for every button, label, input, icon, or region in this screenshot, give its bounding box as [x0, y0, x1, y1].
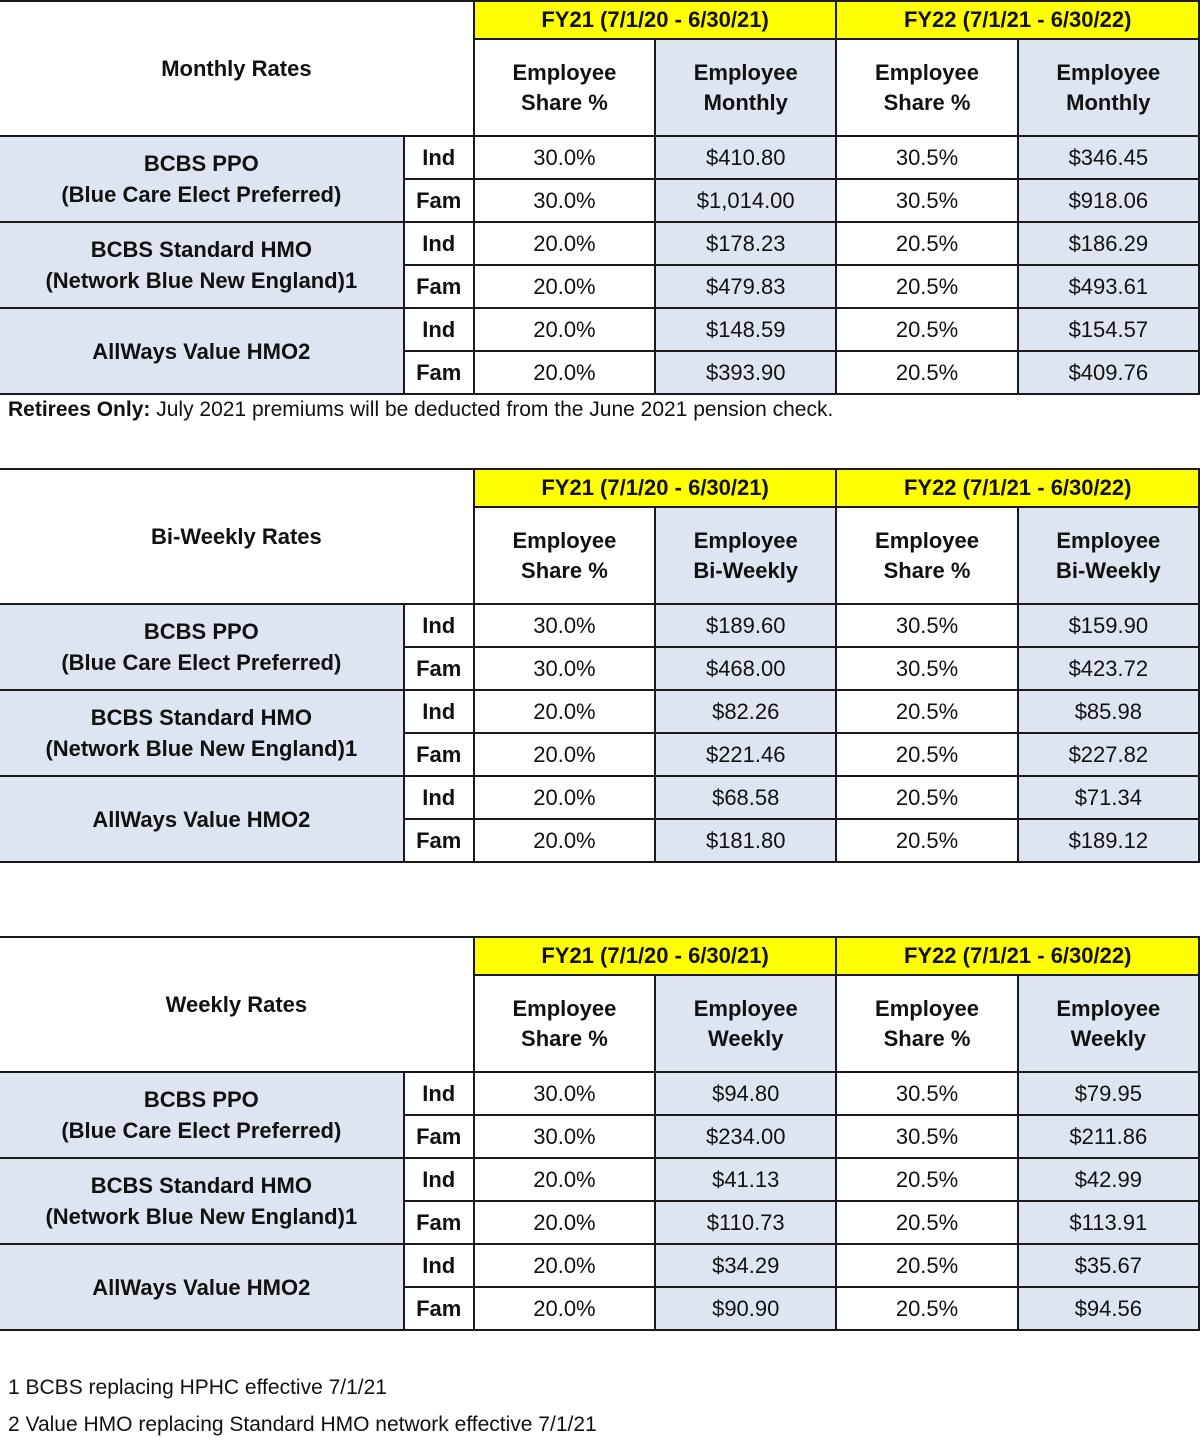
fy22-amount-cell: $189.12	[1018, 819, 1199, 862]
fy22-header: FY22 (7/1/21 - 6/30/22)	[836, 469, 1199, 507]
fy21-amount-cell: $94.80	[655, 1072, 836, 1115]
table-title: Weekly Rates	[0, 937, 474, 1072]
table-row	[0, 776, 1199, 819]
fy21-share-cell: 20.0%	[474, 1158, 655, 1201]
header-line-type: Share %	[883, 1025, 971, 1051]
header-line-employee: Employee	[693, 59, 798, 85]
fy21-share-cell: 30.0%	[474, 647, 655, 690]
plan-name-line2: (Network Blue New England)1	[45, 268, 358, 293]
fy21-share-cell: 20.0%	[474, 222, 655, 265]
fy21-amount-cell: $1,014.00	[655, 179, 836, 222]
fy22-share-cell: 20.5%	[836, 308, 1017, 351]
coverage-tier: Ind	[404, 776, 474, 819]
fy22-share-cell: 20.5%	[836, 819, 1017, 862]
header-line-employee: Employee	[693, 995, 798, 1021]
plan-name-line1: BCBS PPO	[143, 151, 259, 176]
fy21-share-cell: 20.0%	[474, 265, 655, 308]
fy21-amount-cell: $181.80	[655, 819, 836, 862]
fy21-share-cell: 20.0%	[474, 308, 655, 351]
plan-name-line1: AllWays Value HMO2	[92, 806, 311, 832]
employee-share-header	[474, 507, 655, 604]
fy21-share-cell: 30.0%	[474, 136, 655, 179]
plan-name-line1: BCBS Standard HMO	[90, 237, 312, 262]
fy22-amount-cell: $42.99	[1018, 1158, 1199, 1201]
fy22-share-cell: 20.5%	[836, 351, 1017, 394]
plan-name	[0, 308, 404, 394]
table-row	[0, 1072, 1199, 1115]
employee-amount-header	[1018, 39, 1199, 136]
retirees-note-label: Retirees Only:	[8, 398, 151, 421]
fy22-amount-cell: $79.95	[1018, 1072, 1199, 1115]
coverage-tier: Ind	[404, 222, 474, 265]
fy22-share-cell: 30.5%	[836, 604, 1017, 647]
table-row	[0, 1244, 1199, 1287]
header-line-type: Weekly	[1070, 1025, 1147, 1051]
rate-table-0	[0, 0, 1200, 395]
fy21-amount-cell: $90.90	[655, 1287, 836, 1330]
fy21-share-cell: 20.0%	[474, 351, 655, 394]
fy22-share-cell: 30.5%	[836, 136, 1017, 179]
employee-amount-header	[1018, 507, 1199, 604]
rates-table	[0, 936, 1200, 1331]
fy21-amount-cell: $468.00	[655, 647, 836, 690]
header-line-type: Share %	[521, 557, 608, 583]
fy21-share-cell: 20.0%	[474, 776, 655, 819]
fy21-share-cell: 30.0%	[474, 604, 655, 647]
coverage-tier: Fam	[404, 179, 474, 222]
table-row	[0, 222, 1199, 265]
fy22-share-cell: 30.5%	[836, 1072, 1017, 1115]
coverage-tier: Ind	[404, 690, 474, 733]
fy22-amount-cell: $423.72	[1018, 647, 1199, 690]
coverage-tier: Ind	[404, 1072, 474, 1115]
employee-share-header	[474, 975, 655, 1072]
fy22-header: FY22 (7/1/21 - 6/30/22)	[836, 1, 1199, 39]
plan-name	[0, 1072, 404, 1158]
header-line-type: Monthly	[703, 89, 788, 115]
plan-name	[0, 776, 404, 862]
coverage-tier: Fam	[404, 1201, 474, 1244]
plan-name	[0, 1244, 404, 1330]
employee-share-header	[836, 507, 1017, 604]
plan-name	[0, 136, 404, 222]
header-line-employee: Employee	[1056, 995, 1161, 1021]
header-line-employee: Employee	[512, 59, 617, 85]
header-line-type: Share %	[883, 89, 971, 115]
plan-name-line1: BCBS Standard HMO	[90, 705, 312, 730]
plan-name-line2: (Network Blue New England)1	[45, 1204, 358, 1229]
retirees-note	[8, 398, 833, 422]
plan-name	[0, 1158, 404, 1244]
table-row	[0, 690, 1199, 733]
fy21-amount-cell: $189.60	[655, 604, 836, 647]
fy22-amount-cell: $71.34	[1018, 776, 1199, 819]
plan-name-line1: BCBS PPO	[143, 1087, 259, 1112]
coverage-tier: Fam	[404, 819, 474, 862]
fy22-amount-cell: $409.76	[1018, 351, 1199, 394]
fy22-share-cell: 20.5%	[836, 1287, 1017, 1330]
table-row	[0, 1158, 1199, 1201]
fy22-amount-cell: $154.57	[1018, 308, 1199, 351]
header-line-type: Bi-Weekly	[693, 557, 799, 583]
plan-name-line2: (Blue Care Elect Preferred)	[61, 1118, 342, 1143]
retirees-note-text: July 2021 premiums will be deducted from the June 2021 pension check.	[150, 398, 834, 421]
plan-name	[0, 690, 404, 776]
fy21-amount-cell: $34.29	[655, 1244, 836, 1287]
fy21-share-cell: 30.0%	[474, 179, 655, 222]
rate-table-2	[0, 936, 1200, 1331]
fy22-amount-cell: $159.90	[1018, 604, 1199, 647]
coverage-tier: Fam	[404, 1287, 474, 1330]
header-line-employee: Employee	[512, 995, 617, 1021]
fy21-header: FY21 (7/1/20 - 6/30/21)	[474, 1, 837, 39]
footnote: 2 Value HMO replacing Standard HMO network effective 7/1/21	[8, 1413, 597, 1436]
fy22-amount-cell: $85.98	[1018, 690, 1199, 733]
header-line-employee: Employee	[1056, 527, 1161, 553]
fy21-share-cell: 30.0%	[474, 1115, 655, 1158]
fy21-share-cell: 30.0%	[474, 1072, 655, 1115]
header-line-type: Share %	[521, 89, 608, 115]
fy21-share-cell: 20.0%	[474, 733, 655, 776]
fy22-share-cell: 20.5%	[836, 1158, 1017, 1201]
footnote: 1 BCBS replacing HPHC effective 7/1/21	[8, 1376, 387, 1399]
fy21-share-cell: 20.0%	[474, 1287, 655, 1330]
plan-name-line2: (Blue Care Elect Preferred)	[61, 182, 342, 207]
header-line-employee: Employee	[875, 59, 979, 85]
header-line-employee: Employee	[512, 527, 617, 553]
fy22-share-cell: 20.5%	[836, 776, 1017, 819]
header-line-type: Share %	[883, 557, 971, 583]
fy21-share-cell: 20.0%	[474, 1244, 655, 1287]
fy21-amount-cell: $393.90	[655, 351, 836, 394]
fy22-amount-cell: $35.67	[1018, 1244, 1199, 1287]
fy21-share-cell: 20.0%	[474, 690, 655, 733]
header-line-type: Weekly	[708, 1025, 784, 1051]
employee-amount-header	[1018, 975, 1199, 1072]
employee-share-header	[836, 39, 1017, 136]
coverage-tier: Ind	[404, 1158, 474, 1201]
fy22-header: FY22 (7/1/21 - 6/30/22)	[836, 937, 1199, 975]
fy21-amount-cell: $479.83	[655, 265, 836, 308]
plan-name-line1: BCBS PPO	[143, 619, 259, 644]
header-line-employee: Employee	[875, 995, 979, 1021]
fy21-share-cell: 20.0%	[474, 819, 655, 862]
fy22-share-cell: 20.5%	[836, 265, 1017, 308]
header-line-type: Share %	[521, 1025, 608, 1051]
fy22-amount-cell: $227.82	[1018, 733, 1199, 776]
coverage-tier: Fam	[404, 351, 474, 394]
fy22-share-cell: 20.5%	[836, 733, 1017, 776]
rates-table	[0, 0, 1200, 395]
fy22-amount-cell: $211.86	[1018, 1115, 1199, 1158]
fy22-amount-cell: $94.56	[1018, 1287, 1199, 1330]
fy22-amount-cell: $186.29	[1018, 222, 1199, 265]
coverage-tier: Fam	[404, 1115, 474, 1158]
fy22-amount-cell: $493.61	[1018, 265, 1199, 308]
employee-share-header	[836, 975, 1017, 1072]
plan-name-line1: AllWays Value HMO2	[92, 338, 311, 364]
plan-name-line2: (Network Blue New England)1	[45, 736, 358, 761]
fy22-amount-cell: $346.45	[1018, 136, 1199, 179]
table-title: Monthly Rates	[0, 1, 474, 136]
fy22-share-cell: 20.5%	[836, 690, 1017, 733]
coverage-tier: Ind	[404, 1244, 474, 1287]
coverage-tier: Ind	[404, 136, 474, 179]
employee-amount-header	[655, 975, 836, 1072]
coverage-tier: Fam	[404, 647, 474, 690]
fy21-amount-cell: $234.00	[655, 1115, 836, 1158]
coverage-tier: Ind	[404, 604, 474, 647]
fy21-amount-cell: $41.13	[655, 1158, 836, 1201]
fy22-share-cell: 20.5%	[836, 1201, 1017, 1244]
plan-name	[0, 604, 404, 690]
fy22-share-cell: 30.5%	[836, 1115, 1017, 1158]
table-title: Bi-Weekly Rates	[0, 469, 474, 604]
plan-name-line1: AllWays Value HMO2	[92, 1274, 311, 1300]
fy22-share-cell: 20.5%	[836, 222, 1017, 265]
fy21-amount-cell: $68.58	[655, 776, 836, 819]
header-line-employee: Employee	[1056, 59, 1161, 85]
rates-table	[0, 468, 1200, 863]
employee-share-header	[474, 39, 655, 136]
fy21-amount-cell: $221.46	[655, 733, 836, 776]
table-row	[0, 308, 1199, 351]
fy22-amount-cell: $918.06	[1018, 179, 1199, 222]
header-line-type: Monthly	[1066, 89, 1151, 115]
coverage-tier: Ind	[404, 308, 474, 351]
fy21-header: FY21 (7/1/20 - 6/30/21)	[474, 937, 837, 975]
coverage-tier: Fam	[404, 265, 474, 308]
header-line-employee: Employee	[875, 527, 979, 553]
table-row	[0, 604, 1199, 647]
fy22-amount-cell: $113.91	[1018, 1201, 1199, 1244]
fy21-header: FY21 (7/1/20 - 6/30/21)	[474, 469, 837, 507]
fy22-share-cell: 30.5%	[836, 647, 1017, 690]
plan-name	[0, 222, 404, 308]
employee-amount-header	[655, 39, 836, 136]
fy21-amount-cell: $82.26	[655, 690, 836, 733]
table-row	[0, 136, 1199, 179]
fy21-amount-cell: $148.59	[655, 308, 836, 351]
employee-amount-header	[655, 507, 836, 604]
plan-name-line1: BCBS Standard HMO	[90, 1173, 312, 1198]
fy21-amount-cell: $178.23	[655, 222, 836, 265]
coverage-tier: Fam	[404, 733, 474, 776]
fy21-amount-cell: $410.80	[655, 136, 836, 179]
plan-name-line2: (Blue Care Elect Preferred)	[61, 650, 342, 675]
fy22-share-cell: 30.5%	[836, 179, 1017, 222]
fy22-share-cell: 20.5%	[836, 1244, 1017, 1287]
fy21-amount-cell: $110.73	[655, 1201, 836, 1244]
header-line-type: Bi-Weekly	[1055, 557, 1161, 583]
header-line-employee: Employee	[693, 527, 798, 553]
rate-table-1	[0, 468, 1200, 863]
fy21-share-cell: 20.0%	[474, 1201, 655, 1244]
